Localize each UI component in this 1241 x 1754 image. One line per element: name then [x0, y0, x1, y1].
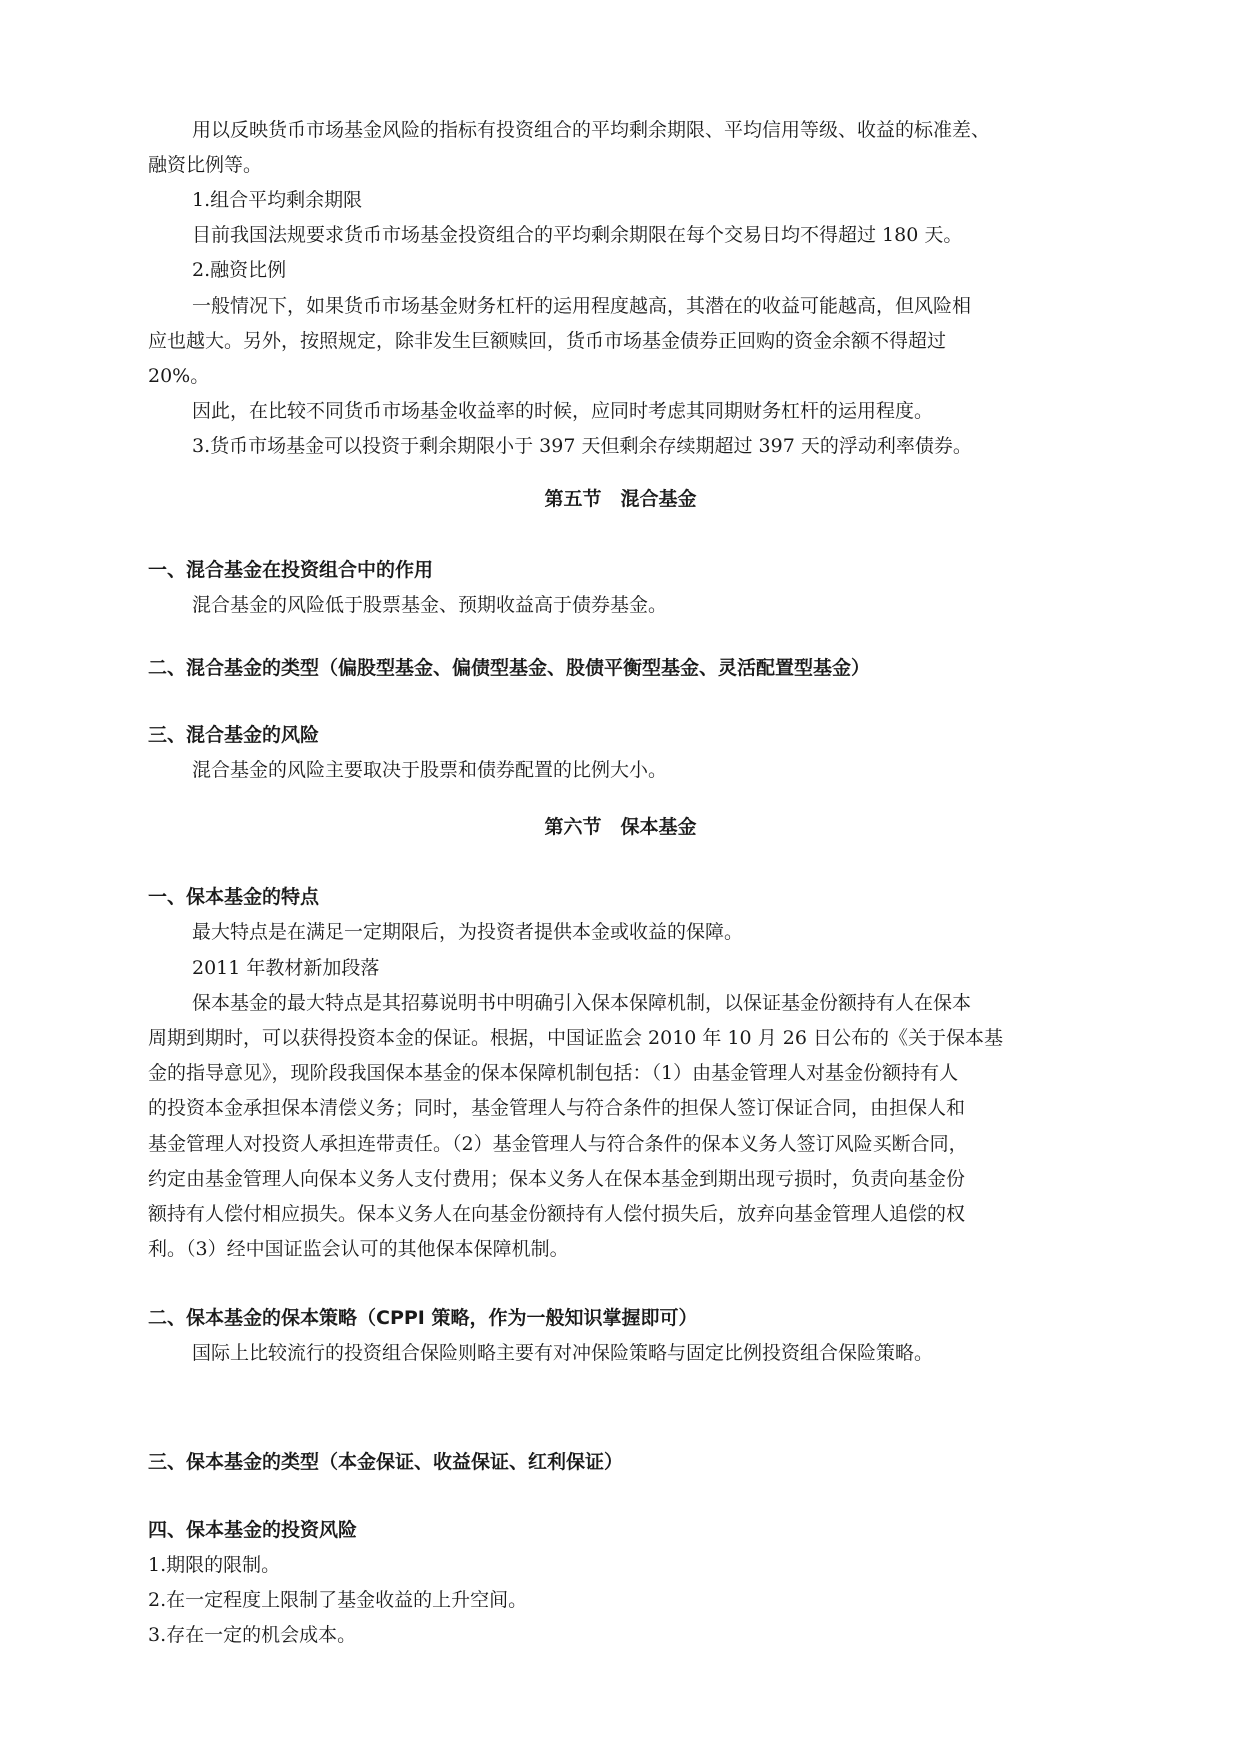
s5-heading-2: 二、混合基金的类型（偏股型基金、偏债型基金、股债平衡型基金、灵活配置型基金）	[148, 657, 871, 679]
section-5-title: 第五节 混合基金	[544, 488, 697, 510]
item-2-line-4: 因此，在比较不同货币市场基金收益率的时候，应同时考虑其同期财务杠杆的运用程度。	[192, 400, 934, 422]
item-1-heading: 1.组合平均剩余期限	[192, 189, 363, 211]
s6-para-line: 的投资本金承担保本清偿义务；同时，基金管理人与符合条件的担保人签订保证合同，由担保人和	[148, 1097, 966, 1119]
s6-para-line: 保本基金的最大特点是其招募说明书中明确引入保本保障机制，以保证基金份额持有人在保本	[192, 992, 972, 1014]
s5-heading-1: 一、混合基金在投资组合中的作用	[148, 559, 434, 581]
s6-risk-item: 1.期限的限制。	[148, 1554, 281, 1576]
intro-line-2: 融资比例等。	[148, 154, 263, 176]
s6-heading-1: 一、保本基金的特点	[148, 886, 320, 908]
s6-para-line: 约定由基金管理人向保本义务人支付费用；保本义务人在保本基金到期出现亏损时，负责向基金份	[148, 1168, 966, 1190]
s6-text-1: 最大特点是在满足一定期限后，为投资者提供本金或收益的保障。	[192, 921, 744, 943]
item-2-line-2: 应也越大。另外，按照规定，除非发生巨额赎回，货币市场基金债券正回购的资金余额不得超过	[148, 330, 947, 352]
s6-para-line: 利。（3）经中国证监会认可的其他保本保障机制。	[148, 1238, 569, 1260]
item-2-line-1: 一般情况下，如果货币市场基金财务杠杆的运用程度越高，其潜在的收益可能越高，但风险相	[192, 295, 972, 317]
section-6-title: 第六节 保本基金	[544, 816, 697, 838]
s6-risk-item: 3.存在一定的机会成本。	[148, 1624, 357, 1646]
s6-para-line: 周期到期时，可以获得投资本金的保证。根据，中国证监会 2010 年 10 月 26 日公布的《关于保本基	[148, 1027, 1003, 1049]
s5-text-1: 混合基金的风险低于股票基金、预期收益高于债券基金。	[192, 594, 668, 616]
s6-para-line: 基金管理人对投资人承担连带责任。（2）基金管理人与符合条件的保本义务人签订风险买断合同，	[148, 1133, 968, 1155]
s6-heading-3: 三、保本基金的类型（本金保证、收益保证、红利保证）	[148, 1451, 624, 1473]
s6-para-line: 金的指导意见》，现阶段我国保本基金的保本保障机制包括：（1）由基金管理人对基金份额持有人	[148, 1062, 959, 1084]
item-3-text: 3.货币市场基金可以投资于剩余期限小于 397 天但剩余存续期超过 397 天的浮动利率债券。	[192, 435, 972, 457]
item-2-line-3: 20%。	[148, 365, 210, 387]
s5-heading-3: 三、混合基金的风险	[148, 724, 320, 746]
s6-risk-item: 2.在一定程度上限制了基金收益的上升空间。	[148, 1589, 528, 1611]
s6-text-2: 国际上比较流行的投资组合保险则略主要有对冲保险策略与固定比例投资组合保险策略。	[192, 1342, 934, 1364]
s6-para-line: 额持有人偿付相应损失。保本义务人在向基金份额持有人偿付损失后，放弃向基金管理人追偿的权	[148, 1203, 966, 1225]
s6-heading-4: 四、保本基金的投资风险	[148, 1519, 358, 1541]
item-2-heading: 2.融资比例	[192, 259, 287, 281]
intro-line-1: 用以反映货币市场基金风险的指标有投资组合的平均剩余期限、平均信用等级、收益的标准差、	[192, 119, 991, 141]
item-1-text: 目前我国法规要求货币市场基金投资组合的平均剩余期限在每个交易日均不得超过 180 天。	[192, 224, 963, 246]
s6-note: 2011 年教材新加段落	[192, 957, 380, 979]
s5-text-3: 混合基金的风险主要取决于股票和债券配置的比例大小。	[192, 759, 668, 781]
s6-heading-2: 二、保本基金的保本策略（CPPI 策略，作为一般知识掌握即可）	[148, 1307, 698, 1329]
